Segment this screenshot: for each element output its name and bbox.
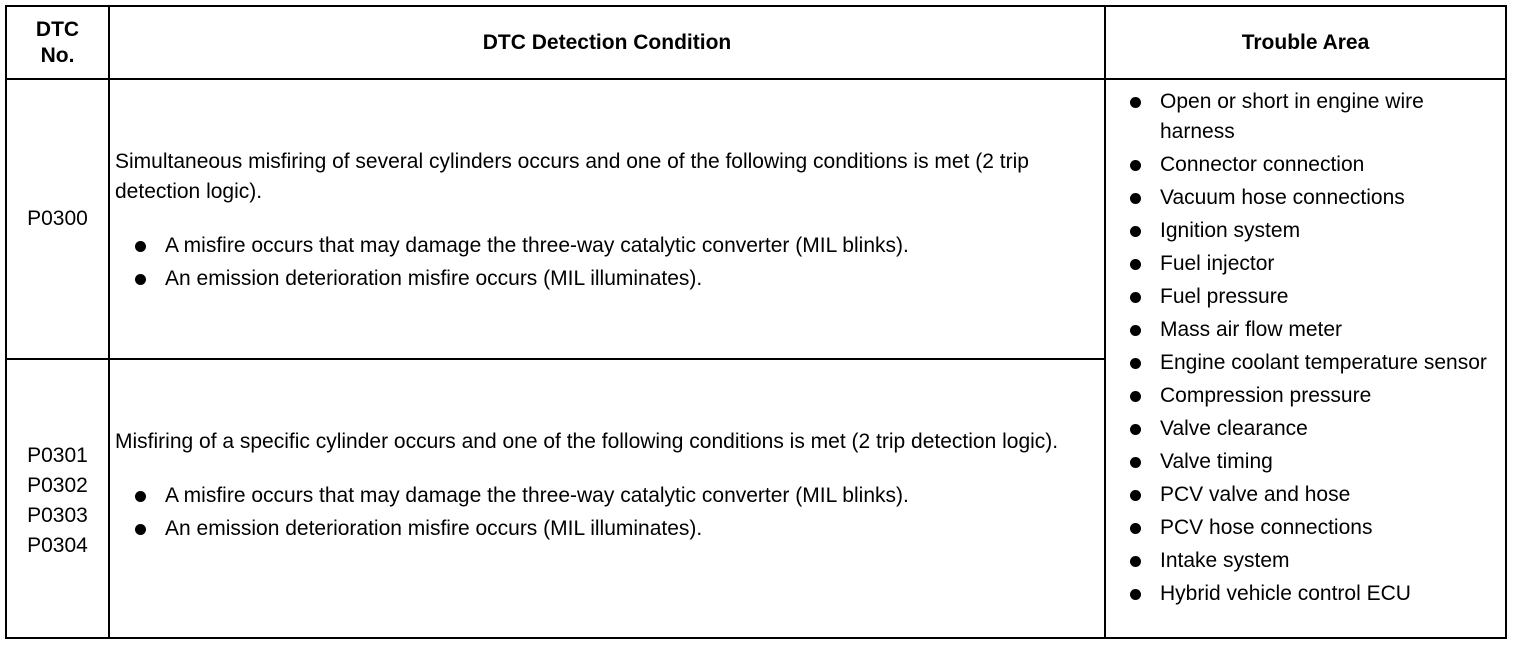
trouble-area-cell	[1124, 87, 1494, 612]
trouble-area-item: PCV hose connections	[1124, 513, 1494, 543]
trouble-area-item: Connector connection	[1124, 150, 1494, 180]
row1-condition	[115, 147, 1100, 295]
trouble-area-item: PCV valve and hose	[1124, 480, 1494, 510]
condition-text: Simultaneous misfiring of several cylinders occurs and one of the following conditions is met (2 trip detection logic).	[115, 150, 1029, 203]
dtc-code: P0304	[27, 534, 88, 557]
trouble-area-item: Hybrid vehicle control ECU	[1124, 579, 1494, 609]
row2-dtc-codes	[7, 441, 108, 561]
trouble-area-item: Fuel pressure	[1124, 282, 1494, 312]
trouble-area-item: Compression pressure	[1124, 381, 1494, 411]
column-divider-2	[1104, 7, 1106, 637]
condition-bullet: An emission deterioration misfire occurs (MIL illuminates).	[115, 262, 1100, 295]
condition-bullets	[115, 229, 1100, 295]
dtc-code: P0302	[27, 474, 88, 497]
header-dtc-no: DTC No.	[35, 17, 80, 67]
row2-condition	[115, 427, 1100, 545]
trouble-area-item: Valve timing	[1124, 447, 1494, 477]
condition-text: Misfiring of a specific cylinder occurs and one of the following conditions is met (2 trip detection logic).	[115, 430, 1059, 453]
condition-bullet: A misfire occurs that may damage the three-way catalytic converter (MIL blinks).	[115, 479, 1100, 512]
row-divider	[7, 358, 1104, 360]
dtc-code: P0303	[27, 504, 88, 527]
dtc-code: P0300	[27, 207, 88, 230]
dtc-table	[5, 5, 1507, 639]
header-trouble-area: Trouble Area	[1241, 30, 1370, 54]
trouble-area-item: Mass air flow meter	[1124, 315, 1494, 345]
header-detection-condition: DTC Detection Condition	[482, 30, 732, 54]
header-divider	[7, 78, 1505, 80]
condition-bullet: An emission deterioration misfire occurs (MIL illuminates).	[115, 512, 1100, 545]
condition-bullets	[115, 479, 1100, 545]
trouble-area-list	[1124, 87, 1494, 609]
trouble-area-item: Engine coolant temperature sensor	[1124, 348, 1494, 378]
trouble-area-item: Valve clearance	[1124, 414, 1494, 444]
trouble-area-item: Intake system	[1124, 546, 1494, 576]
dtc-code: P0301	[27, 444, 88, 467]
trouble-area-item: Ignition system	[1124, 216, 1494, 246]
condition-bullet: A misfire occurs that may damage the three-way catalytic converter (MIL blinks).	[115, 229, 1100, 262]
trouble-area-item: Fuel injector	[1124, 249, 1494, 279]
trouble-area-item: Vacuum hose connections	[1124, 183, 1494, 213]
trouble-area-item: Open or short in engine wire harness	[1124, 87, 1494, 147]
column-divider-1	[108, 7, 110, 637]
row1-dtc-codes	[7, 204, 108, 234]
